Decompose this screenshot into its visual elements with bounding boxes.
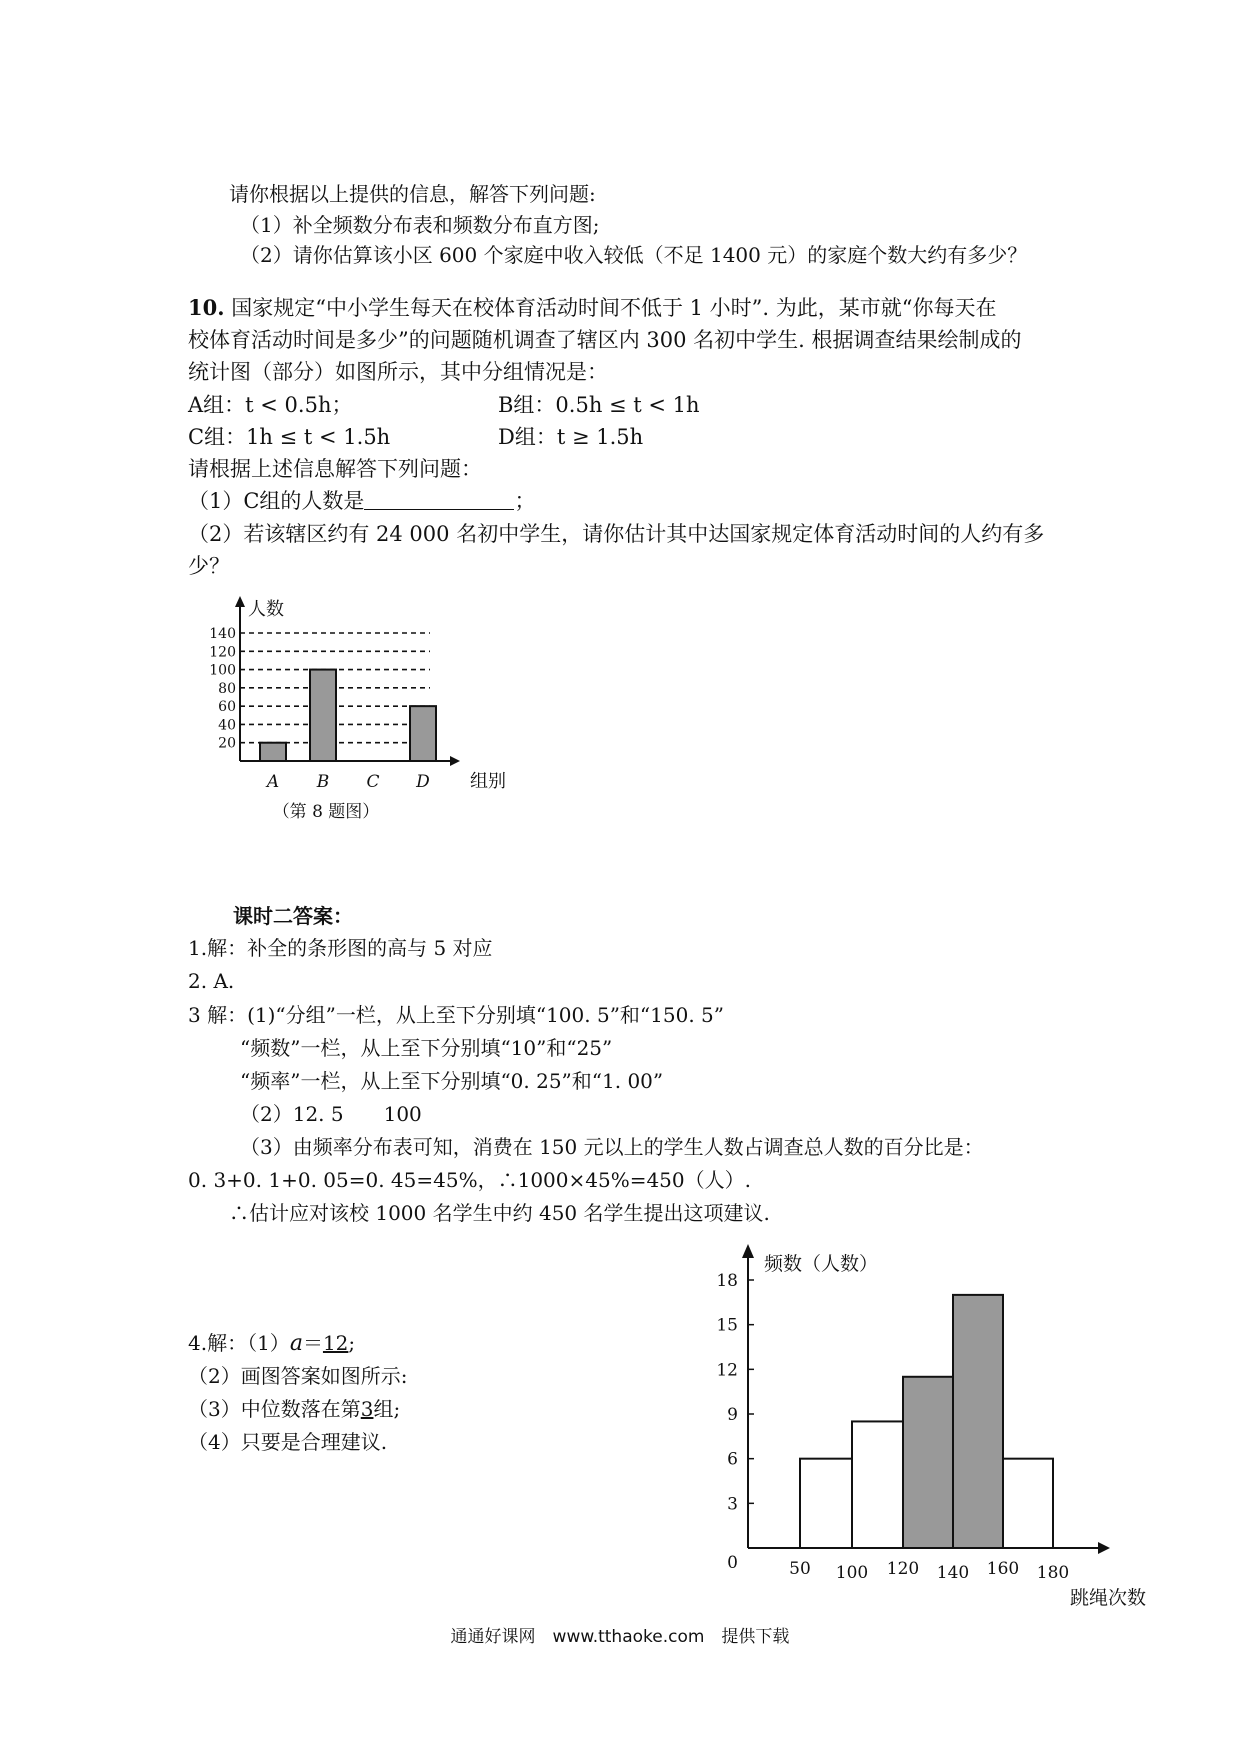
y-tick-label: 12 (716, 1360, 738, 1381)
y-tick-label: 3 (727, 1494, 738, 1515)
q10-text-1: 国家规定“中小学生每天在校体育活动时间不低于 1 小时”. 为此，某市就“你每天在 (231, 296, 997, 320)
answer-4-line-3 (188, 1396, 400, 1422)
q10-number: 10. (188, 295, 225, 320)
answer-1: 1.解：补全的条形图的高与 5 对应 (188, 936, 493, 960)
histogram-bar (800, 1459, 852, 1548)
x-tick-label: 50 (789, 1559, 811, 1579)
q10-sub1-blank (364, 489, 514, 510)
q10-line-1 (188, 295, 997, 321)
y-axis-arrow (742, 1244, 754, 1258)
q10-line-3: 统计图（部分）如图所示，其中分组情况是： (188, 360, 608, 384)
x-tick-label: 140 (936, 1563, 970, 1583)
x-tick-label: 180 (1036, 1563, 1070, 1583)
q10-sub1 (188, 488, 535, 514)
bar-d (410, 706, 436, 761)
answer-2: 2. A. (188, 969, 235, 993)
histogram-bar (903, 1377, 953, 1548)
y-tick-label: 15 (716, 1315, 738, 1336)
answer-4-prefix: 4.解：（1） (188, 1331, 290, 1355)
x-tick-label: 160 (986, 1559, 1020, 1579)
x-tick-label: D (416, 772, 430, 792)
bar-b (310, 670, 336, 761)
q10-group-c: C组：1h ≤ t < 1.5h (188, 425, 391, 449)
x-tick-label: A (266, 772, 280, 792)
histogram-bar (953, 1295, 1003, 1548)
answers-heading: 课时二答案： (233, 904, 353, 928)
answer-4-variable: a (289, 1331, 303, 1356)
answer-4-line-4: （4）只要是合理建议. (188, 1430, 388, 1454)
x-axis-label: 跳绳次数 (1070, 1587, 1147, 1609)
answer-3-line-3: “频率”一栏，从上至下分别填“0. 25”和“1. 00” (240, 1069, 664, 1093)
y-tick-label: 9 (727, 1405, 738, 1425)
answer-3-line-2: “频数”一栏，从上至下分别填“10”和“25” (240, 1036, 613, 1060)
q10-line-2: 校体育活动时间是多少”的问题随机调查了辖区内 300 名初中学生. 根据调查结果绘制成的 (188, 328, 1022, 352)
y-tick-label: 20 (218, 735, 236, 752)
y-tick-label: 6 (727, 1449, 738, 1470)
q10-sub1-end: ； (514, 489, 536, 513)
y-tick-label: 0 (727, 1553, 738, 1573)
answer-4-l3-end: 组; (373, 1397, 401, 1421)
q10-group-a: A组：t < 0.5h； (188, 393, 353, 417)
y-axis-label: 频数（人数） (764, 1253, 879, 1275)
answer-3-line-6: 0. 3+0. 1+0. 05=0. 45=45%，∴1000×45%=450（人）. (188, 1168, 751, 1192)
q10-sub2-line-2: 少？ (188, 554, 230, 578)
x-tick-label: C (366, 772, 380, 792)
y-axis-label: 人数 (248, 599, 284, 620)
y-axis-arrow (235, 596, 245, 607)
q10-group-d: D组：t ≥ 1.5h (498, 425, 644, 449)
y-tick-label: 18 (716, 1271, 738, 1291)
y-tick-label: 120 (209, 644, 236, 661)
answer-4-l3-text: （3）中位数落在第 (188, 1397, 361, 1421)
histogram-bar (852, 1421, 903, 1548)
histogram-bar (1003, 1459, 1053, 1548)
q10-sub2-line-1: （2）若该辖区约有 24 000 名初中学生，请你估计其中达国家规定体育活动时间的人约有多 (188, 522, 1045, 546)
answer-4-value: 12 (322, 1331, 349, 1355)
answer-3-line-4: （2）12. 5 100 (240, 1102, 422, 1126)
x-axis-arrow (450, 756, 460, 766)
bar-a (260, 743, 286, 761)
group-bar-chart (190, 595, 550, 835)
answer-4-equals: ＝ (302, 1331, 323, 1355)
x-axis-arrow (1098, 1542, 1110, 1554)
x-tick-label: 100 (835, 1563, 869, 1583)
x-tick-label: 120 (886, 1559, 920, 1579)
x-axis-label: 组别 (470, 771, 506, 792)
answer-4-l3-value: 3 (360, 1397, 374, 1421)
y-tick-label: 140 (209, 626, 236, 642)
y-tick-label: 100 (209, 662, 236, 679)
x-tick-label: B (316, 772, 330, 792)
q10-group-b: B组：0.5h ≤ t < 1h (498, 393, 700, 417)
answer-4-line-1 (188, 1330, 355, 1357)
answer-4-line-2: （2）画图答案如图所示: (188, 1364, 408, 1388)
footer-text: 通通好课网 www.tthaoke.com 提供下载 (450, 1627, 790, 1647)
intro-line-2: （1）补全频数分布表和频数分布直方图; (240, 213, 600, 237)
answer-3-line-7: ∴估计应对该校 1000 名学生中约 450 名学生提出这项建议. (229, 1201, 770, 1225)
q10-sub1-text: （1）C组的人数是 (188, 489, 365, 513)
intro-line-1: 请你根据以上提供的信息，解答下列问题: (229, 182, 596, 206)
answer-3-line-5: （3）由频率分布表可知，消费在 150 元以上的学生人数占调查总人数的百分比是： (240, 1135, 984, 1159)
y-tick-label: 60 (218, 699, 236, 716)
histogram-chart (700, 1240, 1180, 1610)
answer-3-line-1: 3 解：(1)“分组”一栏，从上至下分别填“100. 5”和“150. 5” (188, 1003, 724, 1027)
chart-caption: （第 8 题图） (272, 802, 380, 822)
answer-4-end: ; (348, 1331, 356, 1355)
intro-line-3: （2）请你估算该小区 600 个家庭中收入较低（不足 1400 元）的家庭个数大约有多少？ (240, 243, 1028, 267)
y-tick-label: 80 (218, 680, 236, 697)
y-tick-label: 40 (218, 717, 236, 734)
q10-ask: 请根据上述信息解答下列问题： (188, 457, 482, 481)
